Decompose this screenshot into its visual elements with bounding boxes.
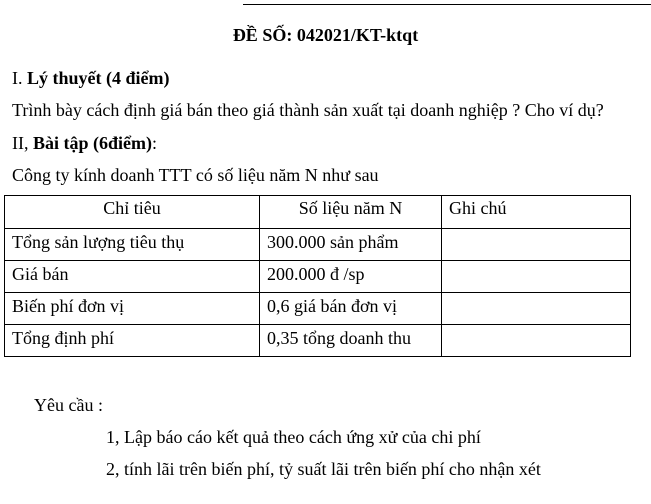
exam-title: ĐỀ SỐ: 042021/KT-ktqt bbox=[232, 25, 419, 45]
table-cell bbox=[442, 261, 631, 293]
part2-suffix: : bbox=[152, 133, 158, 153]
requirements-label: Yêu cầu : bbox=[34, 395, 103, 415]
table-cell: Tổng định phí bbox=[5, 325, 260, 357]
table-header-row bbox=[5, 196, 631, 229]
table-cell: 200.000 đ /sp bbox=[260, 261, 442, 293]
table-cell: Giá bán bbox=[5, 261, 260, 293]
table-row bbox=[5, 325, 631, 357]
part1-question: Trình bày cách định giá bán theo giá thành sản xuất tại doanh nghiệp ? Cho ví dụ? bbox=[12, 100, 604, 120]
part2-heading: Bài tập (6điểm) bbox=[33, 133, 152, 153]
table-cell: Tổng sản lượng tiêu thụ bbox=[5, 229, 260, 261]
data-table bbox=[4, 195, 631, 357]
top-rule bbox=[243, 4, 651, 5]
table-row bbox=[5, 293, 631, 325]
table-cell bbox=[442, 325, 631, 357]
header-so-lieu: Số liệu năm N bbox=[260, 196, 442, 229]
part2-intro: Công ty kính doanh TTT có số liệu năm N như sau bbox=[12, 165, 379, 185]
header-ghi-chu: Ghi chú bbox=[442, 196, 631, 229]
part2-heading-line bbox=[12, 132, 157, 154]
table-cell: 0,6 giá bán đơn vị bbox=[260, 293, 442, 325]
table-cell: 0,35 tổng doanh thu bbox=[260, 325, 442, 357]
part1-heading: Lý thuyết (4 điểm) bbox=[27, 68, 170, 88]
table-row bbox=[5, 229, 631, 261]
table-row bbox=[5, 261, 631, 293]
part1-prefix: I. bbox=[12, 68, 27, 88]
table-cell bbox=[442, 229, 631, 261]
header-chi-tieu: Chỉ tiêu bbox=[5, 196, 260, 229]
table-cell: Biến phí đơn vị bbox=[5, 293, 260, 325]
part1-heading-line bbox=[12, 67, 170, 89]
table-cell: 300.000 sản phẩm bbox=[260, 229, 442, 261]
table-cell bbox=[442, 293, 631, 325]
requirement-item-2: 2, tính lãi trên biến phí, tỷ suất lãi trên biến phí cho nhận xét bbox=[106, 459, 541, 479]
part2-prefix: II, bbox=[12, 133, 33, 153]
requirement-item-1: 1, Lập báo cáo kết quả theo cách ứng xử của chi phí bbox=[106, 427, 481, 447]
